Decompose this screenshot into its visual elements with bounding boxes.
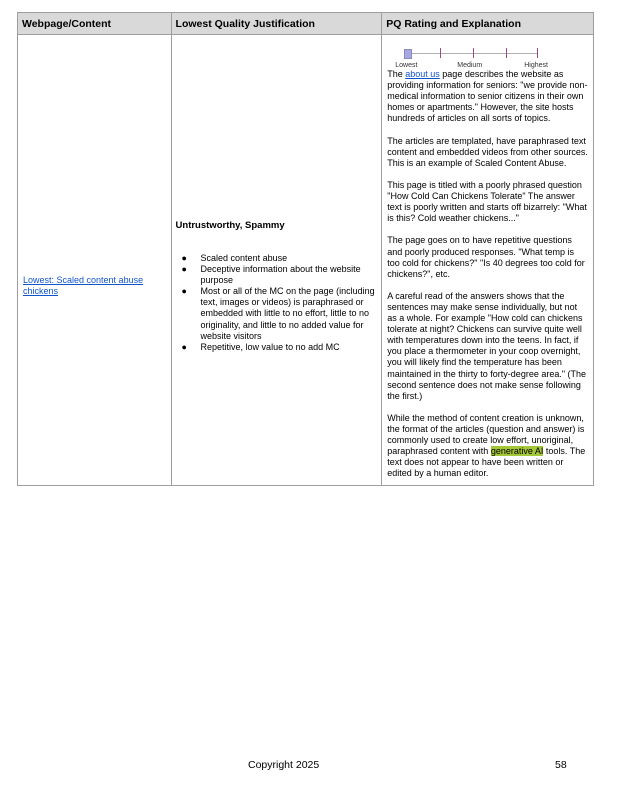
about-us-link[interactable]: about us	[405, 69, 440, 79]
table-header-row	[18, 13, 594, 35]
rating-scale	[387, 43, 577, 69]
explanation-paragraph: This page is titled with a poorly phrased question "How Cold Can Chickens Tolerate" The answer text is poorly written and starts off bizarrely: "What is this? Cold weather chickens..."	[387, 179, 587, 224]
rating-label-medium: Medium	[457, 62, 483, 69]
rating-selected-marker	[404, 49, 412, 59]
quality-rating-table	[17, 12, 594, 486]
rating-scale-track	[407, 53, 537, 54]
justification-title: Untrustworthy, Spammy	[175, 220, 285, 231]
explanation-paragraph: A careful read of the answers shows that the sentences may make sense individually, but not as a whole. For example "How cold can chickens tolerate at night? Chickens can survive quite well with temperatures down into the teens. In fact, if you place a thermometer in your coop overnight, you will likely find the temperature has been maintained in the thirty to forty-degree area." (The second sentence does not make sense following the first.)	[387, 290, 587, 401]
bullet-icon: ●	[181, 264, 187, 275]
header-lowest-quality-justification: Lowest Quality Justification	[171, 13, 382, 35]
rating-label-lowest: Lowest	[395, 62, 418, 69]
explanation-paragraph: The page goes on to have repetitive questions and poorly produced responses. "What temp is too cold for chickens?" "Is 40 degrees too cold for chickens?", etc.	[387, 235, 585, 279]
rating-scale-tick	[506, 48, 507, 58]
rating-cell	[382, 35, 594, 486]
list-item: ● Most or all of the MC on the page (including text, images or videos) is paraphrased or embedded with little to no effort, little to no originality, and little to no added value for website visitors	[181, 286, 375, 341]
bullet-icon: ●	[181, 286, 187, 297]
rating-scale-tick	[537, 48, 538, 58]
justification-cell	[171, 35, 382, 486]
list-item: ● Deceptive information about the website purpose	[181, 264, 361, 286]
bullet-icon: ●	[181, 341, 187, 352]
justification-list	[176, 253, 378, 353]
explanation-paragraph: The about us page describes the website as providing information for seniors: "we provide non-medical information to senior citizens in their own homes or apartments." However, the site hosts hundreds of articles on all sorts of topics.	[387, 69, 588, 124]
highlighted-text: generative AI	[490, 446, 544, 457]
table-row	[18, 35, 594, 486]
rating-scale-tick	[473, 48, 474, 58]
webpage-link[interactable]: Lowest: Scaled content abuse chickens	[23, 275, 144, 297]
webpage-cell	[18, 35, 172, 486]
rating-scale-tick	[440, 48, 441, 58]
explanation-paragraph: The articles are templated, have paraphrased text content and embedded videos from other sources. This is an example of Scaled Content Abuse.	[387, 135, 588, 168]
copyright-text: Copyright 2025	[248, 759, 320, 771]
header-pq-rating: PQ Rating and Explanation	[382, 13, 594, 35]
bullet-icon: ●	[181, 253, 187, 263]
list-item: ● Scaled content abuse	[181, 253, 288, 263]
explanation-paragraph: While the method of content creation is unknown, the format of the articles (question and answer) is commonly used to create low effort, unoriginal, paraphrased content with generative AI tools. The text does not appear to have been written or edited by a human editor.	[387, 412, 586, 479]
header-webpage-content: Webpage/Content	[18, 13, 172, 35]
rating-label-highest: Highest	[524, 62, 548, 69]
list-item: ● Repetitive, low value to no add MC	[181, 341, 340, 352]
page-number: 58	[555, 759, 567, 771]
